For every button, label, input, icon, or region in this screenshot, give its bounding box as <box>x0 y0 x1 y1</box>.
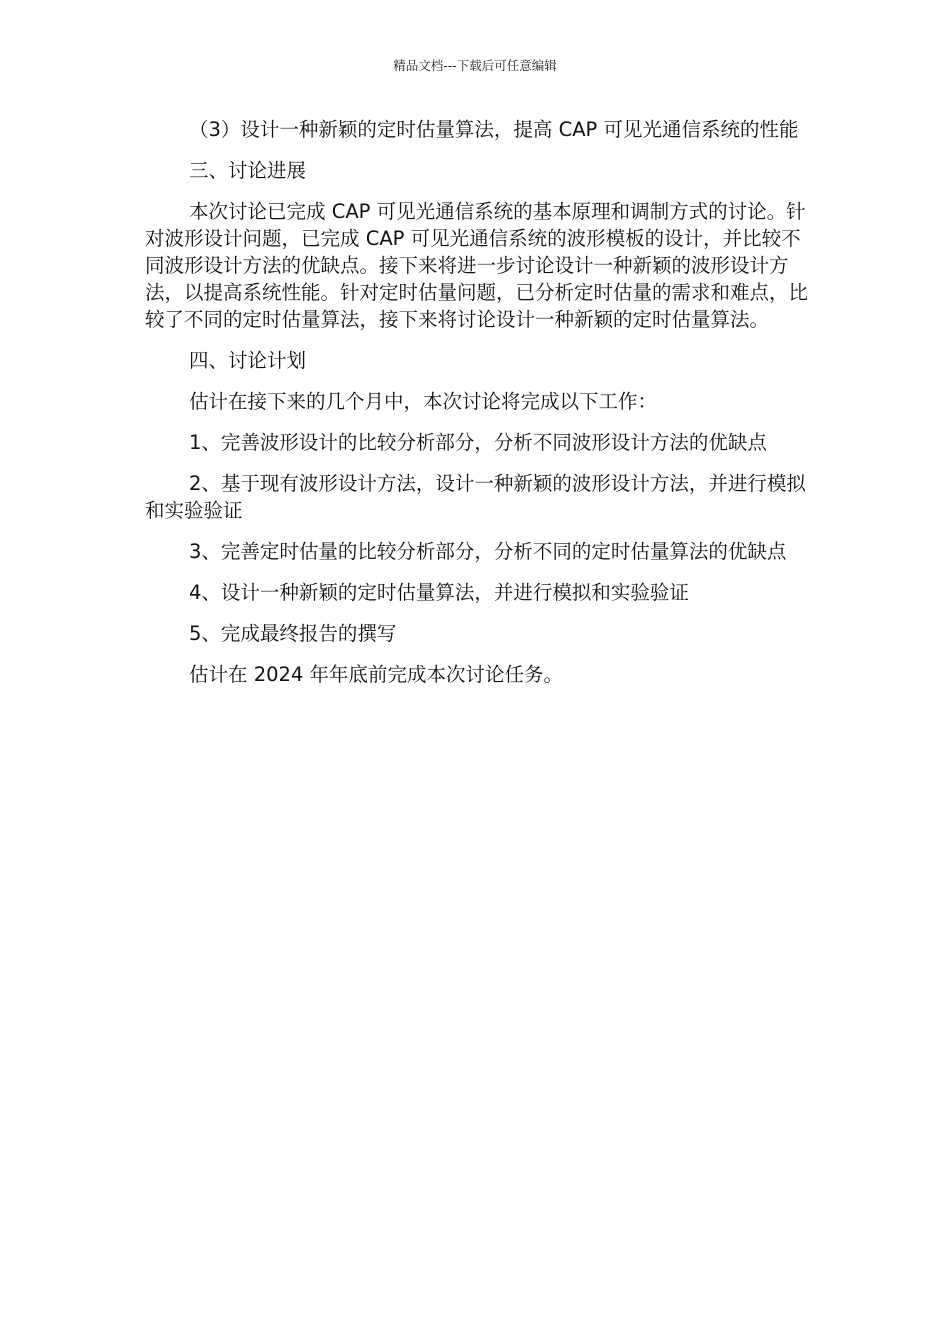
plan-item-1: 1、完善波形设计的比较分析部分，分析不同波形设计方法的优缺点 <box>189 431 767 454</box>
plan-item-4: 4、设计一种新颖的定时估量算法，并进行模拟和实验验证 <box>189 581 689 604</box>
document-body <box>145 116 813 702</box>
closing-statement: 估计在 2024 年年底前完成本次讨论任务。 <box>189 663 564 686</box>
objective-item-3: （3）设计一种新颖的定时估量算法，提高 CAP 可见光通信系统的性能 <box>189 118 799 141</box>
plan-item-2: 2、基于现有波形设计方法，设计一种新颖的波形设计方法，并进行模拟和实验验证 <box>145 472 806 522</box>
page-header: 精品文档---下载后可任意编辑 <box>393 58 557 73</box>
plan-item-5: 5、完成最终报告的撰写 <box>189 622 397 645</box>
section-heading-progress: 三、讨论进展 <box>189 159 307 182</box>
section-heading-plan: 四、讨论计划 <box>189 349 307 372</box>
plan-intro: 估计在接下来的几个月中，本次讨论将完成以下工作： <box>189 390 658 413</box>
plan-item-3: 3、完善定时估量的比较分析部分，分析不同的定时估量算法的优缺点 <box>189 540 787 563</box>
progress-paragraph: 本次讨论已完成 CAP 可见光通信系统的基本原理和调制方式的讨论。针对波形设计问题，已完成 CAP 可见光通信系统的波形模板的设计，并比较不同波形设计方法的优缺点。接下来将进一步讨论设计一种新颖的波形设计方法，以提高系统性能。针对定时估量问题，已分析定时估量的需求和难点，比较了不同的定时估量算法，接下来将讨论设计一种新颖的定时估量算法。 <box>145 200 809 331</box>
